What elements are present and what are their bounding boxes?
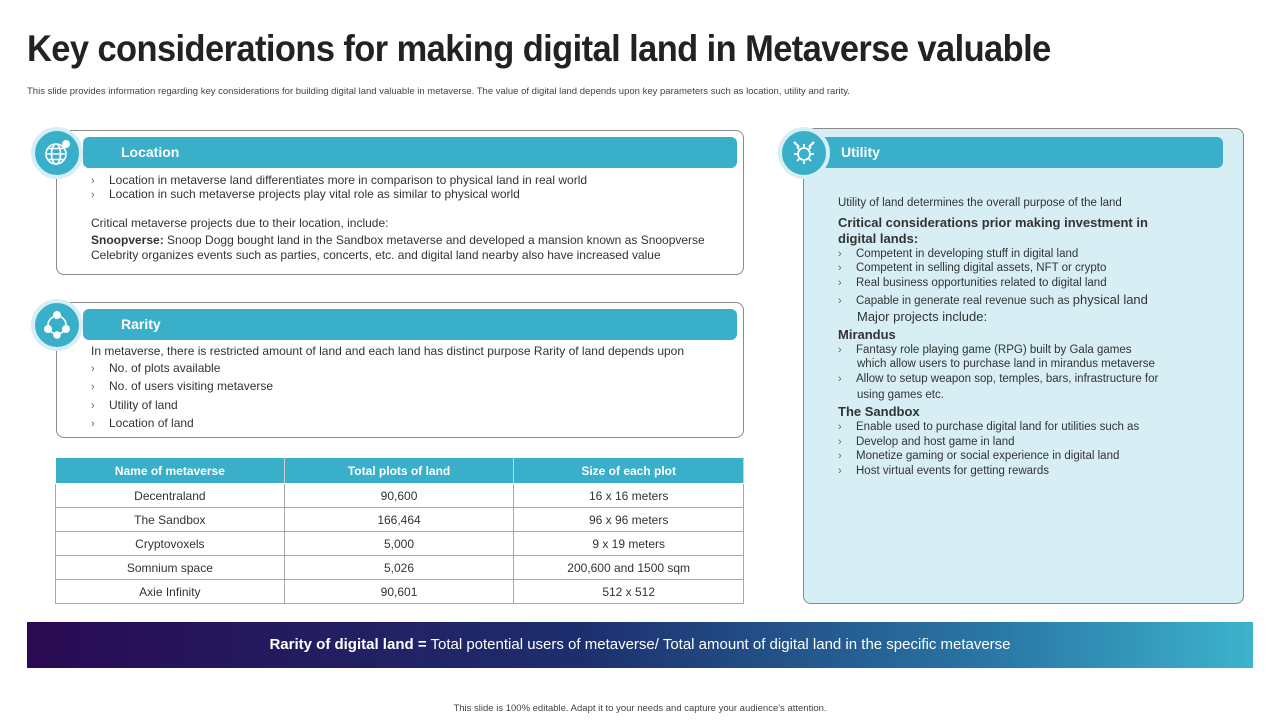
rarity-bullet: › Location of land bbox=[91, 416, 194, 430]
sandbox-bullet: › Enable used to purchase digital land for utilities such as bbox=[838, 421, 1140, 433]
utility-major: Major projects include: bbox=[857, 309, 988, 324]
chevron-right-icon: › bbox=[838, 295, 842, 307]
chevron-right-icon: › bbox=[91, 189, 95, 201]
table-cell: 5,026 bbox=[284, 556, 514, 580]
sandbox-bullet: › Host virtual events for getting rewards bbox=[838, 465, 1050, 477]
banner-label: Rarity of digital land = bbox=[269, 636, 427, 653]
utility-intro: Utility of land determines the overall purpose of the land bbox=[838, 197, 1122, 209]
rarity-header bbox=[83, 309, 737, 340]
chevron-right-icon: › bbox=[838, 262, 842, 274]
chevron-right-icon: › bbox=[91, 381, 95, 393]
location-critical: Critical metaverse projects due to their location, include: bbox=[91, 216, 389, 230]
location-bullet: › Location in such metaverse projects play vital role as similar to physical world bbox=[91, 187, 520, 201]
chevron-right-icon: › bbox=[91, 418, 95, 430]
chevron-right-icon: › bbox=[91, 363, 95, 375]
location-heading: Location bbox=[121, 144, 180, 160]
table-cell: Decentraland bbox=[56, 484, 285, 508]
table-cell: 5,000 bbox=[284, 532, 514, 556]
mirandus-heading: Mirandus bbox=[838, 327, 896, 342]
footer-note: This slide is 100% editable. Adapt it to your needs and capture your audience's attention. bbox=[453, 703, 827, 714]
chevron-right-icon: › bbox=[838, 465, 842, 477]
rarity-bullet: › Utility of land bbox=[91, 398, 178, 412]
utility-bullet: › Competent in developing stuff in digital land bbox=[838, 248, 1079, 260]
mirandus-bullet-cont: using games etc. bbox=[857, 389, 944, 401]
table-cell: Cryptovoxels bbox=[56, 532, 285, 556]
utility-heading: Utility bbox=[841, 144, 880, 160]
page-subtitle: This slide provides information regarding key considerations for building digital land valuable in metaverse. The value of digital land depends upon key parameters such as location, utility and rarity. bbox=[27, 86, 850, 97]
chevron-right-icon: › bbox=[838, 421, 842, 433]
chevron-right-icon: › bbox=[838, 436, 842, 448]
sandbox-bullet: › Monetize gaming or social experience in digital land bbox=[838, 450, 1120, 462]
chevron-right-icon: › bbox=[91, 400, 95, 412]
sandbox-bullet: › Develop and host game in land bbox=[838, 436, 1015, 448]
table-cell: 166,464 bbox=[284, 508, 514, 532]
rarity-card bbox=[56, 302, 744, 438]
column-header: Size of each plot bbox=[514, 458, 744, 484]
location-celebrity: Celebrity organizes events such as parties, concerts, etc. and digital land nearby also have increased value bbox=[91, 248, 661, 262]
table-cell: 16 x 16 meters bbox=[514, 484, 744, 508]
gear-tools-icon bbox=[789, 138, 819, 168]
table-cell: 96 x 96 meters bbox=[514, 508, 744, 532]
network-icon bbox=[42, 310, 72, 340]
rarity-bullet: › No. of plots available bbox=[91, 361, 221, 375]
table-cell: 9 x 19 meters bbox=[514, 532, 744, 556]
metaverse-table bbox=[55, 457, 744, 604]
table-cell: Axie Infinity bbox=[56, 580, 285, 604]
rarity-intro: In metaverse, there is restricted amount of land and each land has distinct purpose Rarity of land depends upon bbox=[91, 344, 685, 358]
table-row bbox=[56, 580, 744, 604]
location-icon-circle bbox=[31, 127, 83, 179]
mirandus-bullet: › Fantasy role playing game (RPG) built by Gala games bbox=[838, 344, 1132, 356]
sandbox-heading: The Sandbox bbox=[838, 404, 920, 419]
mirandus-bullet: › Allow to setup weapon sop, temples, bars, infrastructure for bbox=[838, 373, 1159, 385]
chevron-right-icon: › bbox=[838, 248, 842, 260]
table-cell: Somnium space bbox=[56, 556, 285, 580]
chevron-right-icon: › bbox=[838, 450, 842, 462]
location-bullet: › Location in metaverse land differentiates more in comparison to physical land in real world bbox=[91, 173, 588, 187]
rarity-bullet: › No. of users visiting metaverse bbox=[91, 379, 274, 393]
table-row bbox=[56, 484, 744, 508]
column-header: Total plots of land bbox=[284, 458, 514, 484]
location-snoopverse: Snoopverse: Snoop Dogg bought land in the Sandbox metaverse and developed a mansion known as Snoopverse bbox=[91, 233, 705, 247]
utility-critical: Critical considerations prior making investment in bbox=[838, 215, 1148, 230]
table-row bbox=[56, 556, 744, 580]
table-header-row bbox=[56, 458, 744, 484]
page-title: Key considerations for making digital land in Metaverse valuable bbox=[27, 28, 1051, 69]
formula-banner bbox=[27, 622, 1253, 668]
rarity-heading: Rarity bbox=[121, 316, 161, 332]
rarity-icon-circle bbox=[31, 299, 83, 351]
table-cell: 90,601 bbox=[284, 580, 514, 604]
chevron-right-icon: › bbox=[838, 277, 842, 289]
utility-card bbox=[803, 128, 1244, 604]
mirandus-bullet-cont: which allow users to purchase land in mirandus metaverse bbox=[857, 358, 1155, 370]
utility-bullet: › Capable in generate real revenue such as physical land bbox=[838, 292, 1148, 307]
chevron-right-icon: › bbox=[838, 373, 842, 385]
utility-header bbox=[803, 137, 1223, 168]
location-card bbox=[56, 130, 744, 275]
globe-icon bbox=[42, 138, 72, 168]
utility-critical: digital lands: bbox=[838, 231, 919, 246]
table-cell: 200,600 and 1500 sqm bbox=[514, 556, 744, 580]
location-header bbox=[83, 137, 737, 168]
chevron-right-icon: › bbox=[838, 344, 842, 356]
table-cell: The Sandbox bbox=[56, 508, 285, 532]
utility-bullet: › Real business opportunities related to digital land bbox=[838, 277, 1107, 289]
table-cell: 512 x 512 bbox=[514, 580, 744, 604]
chevron-right-icon: › bbox=[91, 175, 95, 187]
table-row bbox=[56, 508, 744, 532]
utility-bullet: › Competent in selling digital assets, NFT or crypto bbox=[838, 262, 1107, 274]
banner-text: Total potential users of metaverse/ Total amount of digital land in the specific metaverse bbox=[426, 636, 1011, 653]
column-header: Name of metaverse bbox=[56, 458, 285, 484]
table-cell: 90,600 bbox=[284, 484, 514, 508]
table-row bbox=[56, 532, 744, 556]
utility-icon-circle bbox=[778, 127, 830, 179]
